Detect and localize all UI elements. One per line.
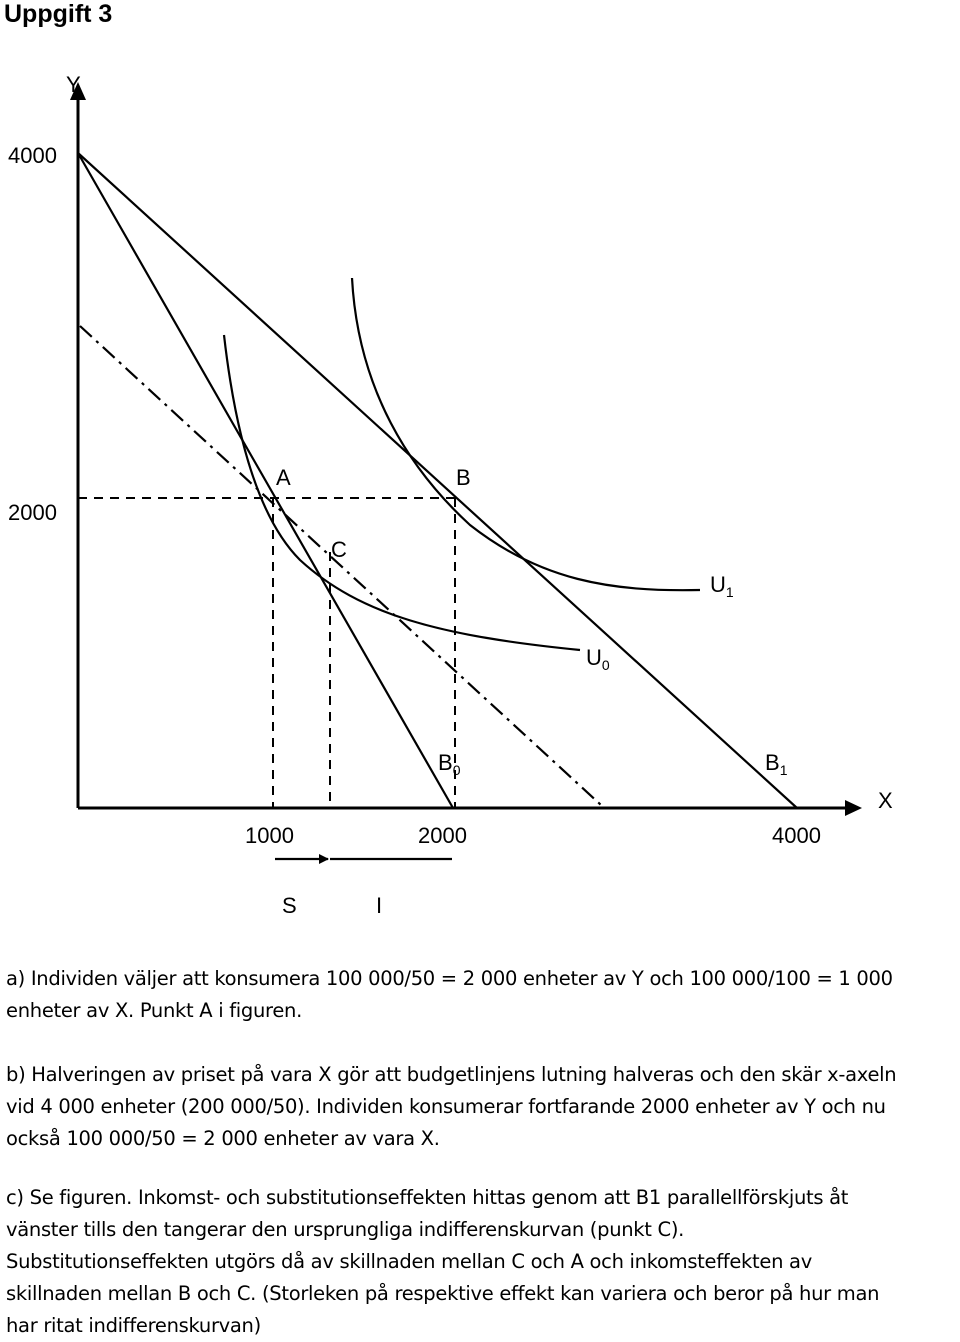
indifference-curve-u0 (224, 335, 580, 650)
point-label-a: A (276, 465, 291, 490)
point-label-b: B (456, 465, 471, 490)
answer-c-line-5: har ritat indifferenskurvan) (6, 1314, 261, 1337)
y-tick-4000: 4000 (8, 143, 57, 168)
answer-c-line-1: c) Se figuren. Inkomst- och substitutionseffekten hittas genom att B1 parallellförskjuts åt (6, 1186, 849, 1209)
answer-a-line-2: enheter av X. Punkt A i figuren. (6, 999, 303, 1022)
x-axis-arrow (845, 800, 862, 816)
answer-b-line-3: också 100 000/50 = 2 000 enheter av vara X. (6, 1127, 440, 1150)
answer-b-line-2: vid 4 000 enheter (200 000/50). Individen konsumerar fortfarande 2000 enheter av Y och nu (6, 1095, 886, 1118)
answer-c-line-4: skillnaden mellan B och C. (Storleken på respektive effekt kan variera och beror på hur man (6, 1282, 880, 1305)
answer-a (6, 963, 958, 1027)
page-heading: Uppgift 3 (4, 0, 113, 28)
answer-b-line-1: b) Halveringen av priset på vara X gör att budgetlinjens lutning halveras och den skär x-axeln (6, 1063, 897, 1086)
budget-label-b1: $B_1$ (765, 750, 788, 778)
answer-c-line-2: vänster tills den tangerar den ursprungliga indifferenskurvan (punkt C). (6, 1218, 685, 1241)
x-tick-4000: 4000 (772, 823, 821, 848)
x-tick-2000: 2000 (418, 823, 467, 848)
indifference-curve-u1 (352, 278, 700, 590)
budget-line-b1 (78, 153, 797, 808)
y-axis-label: Y (66, 72, 81, 97)
effect-label-i: I (376, 893, 383, 918)
compensated-budget-line (80, 326, 601, 805)
answer-a-line-1: a) Individen väljer att konsumera 100 000/50 = 2 000 enheter av Y och 100 000/100 = 1 000 (6, 967, 893, 990)
answer-b (6, 1059, 958, 1155)
curve-label-u1: $U_1$ (710, 572, 734, 600)
effect-label-s: S (282, 893, 297, 918)
curve-label-u0: $U_0$ (586, 645, 610, 673)
y-tick-2000: 2000 (8, 500, 57, 525)
point-label-c: C (331, 537, 347, 562)
x-tick-1000: 1000 (245, 823, 294, 848)
x-axis-label: X (878, 788, 893, 813)
budget-line-b0 (78, 153, 453, 808)
answer-c (6, 1182, 958, 1342)
answer-c-line-3: Substitutionseffekten utgörs då av skillnaden mellan C och A och inkomsteffekten av (6, 1250, 812, 1273)
budget-label-b0: $B_0$ (438, 750, 461, 778)
